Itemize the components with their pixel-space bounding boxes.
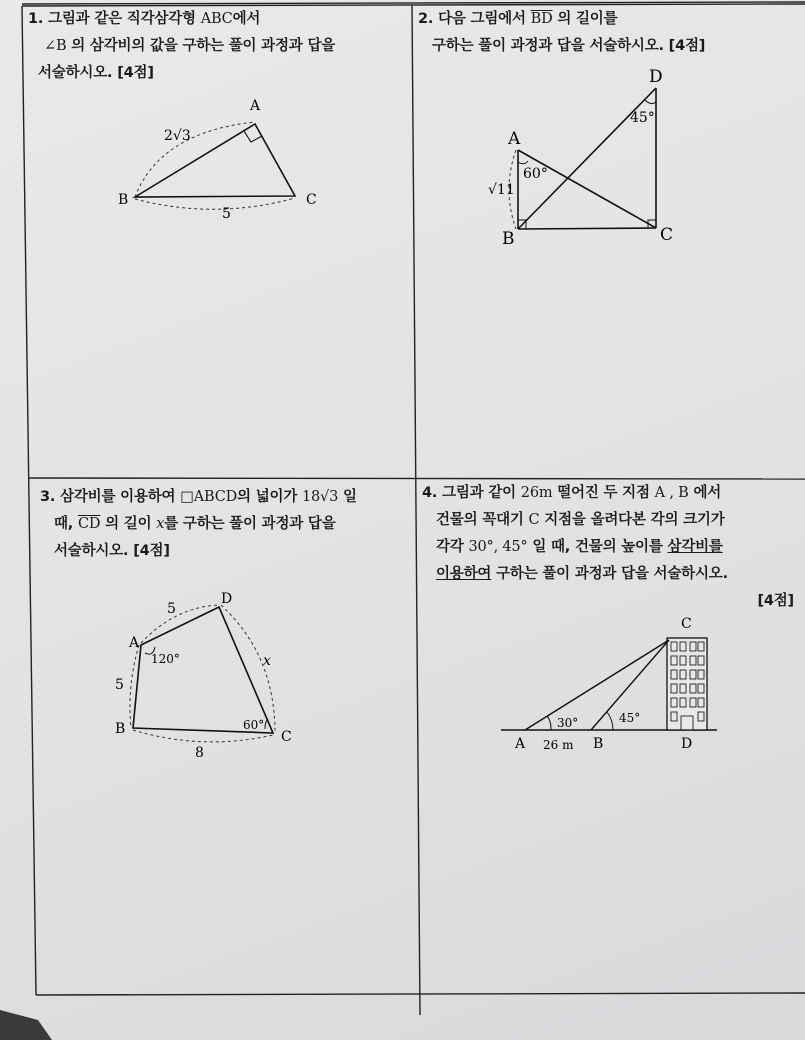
q4-line4-end: 구하는 풀이 과정과 답을 서술하시오. — [491, 566, 728, 582]
q4-angle-a-arc — [547, 716, 551, 730]
q4-building — [667, 638, 707, 730]
q3-segment-cd: $\overline{CD}$ — [77, 516, 101, 532]
question-3 — [40, 484, 415, 565]
q3-quadrilateral-shape — [133, 607, 273, 733]
q3-line1-mid: 의 넓이가 — [237, 489, 302, 505]
q4-points-ab: A , B — [654, 485, 689, 501]
q3-line2-pre: 때, — [54, 516, 78, 532]
question-4 — [422, 480, 800, 615]
q1-line2-text: 의 삼각비의 값을 구하는 풀이 과정과 답을 — [66, 38, 336, 54]
q3-arc-cd — [221, 605, 275, 733]
q1-triangle-name: ABC — [200, 11, 233, 27]
q1-arc-bc — [135, 198, 295, 209]
q4-angles: 30°, 45° — [468, 539, 528, 555]
q4-line1-mid: 떨어진 두 지점 — [552, 485, 655, 501]
q2-label-a: A — [508, 129, 521, 149]
q3-line3-text: 서술하시오. — [54, 543, 134, 559]
q2-line2-text: 구하는 풀이 과정과 답을 서술하시오. — [432, 38, 669, 54]
q4-label-c: C — [681, 616, 692, 632]
q3-label-b: B — [115, 721, 126, 737]
q4-line3-pre: 각각 — [436, 539, 469, 555]
q4-underline-1: 삼각비를 — [667, 539, 723, 555]
q4-points: [4점] — [757, 593, 794, 609]
q4-number: 4. — [422, 485, 438, 501]
q1-line1-text: 그림과 같은 직각삼각형 — [48, 11, 201, 27]
q3-label-cd: x — [263, 653, 271, 669]
q3-label-angle-c: 60° — [243, 718, 265, 732]
q4-underline-2: 이용하여 — [436, 566, 492, 582]
q1-number: 1. — [28, 11, 44, 27]
q3-variable-x: x — [156, 516, 165, 532]
q4-line1-text: 그림과 같이 — [442, 485, 521, 501]
q3-figure — [105, 585, 305, 765]
q4-label-angle-b: 45° — [619, 711, 641, 725]
q1-line3-text: 서술하시오. — [38, 65, 118, 81]
q2-number: 2. — [418, 11, 434, 27]
grid-center-horizontal — [28, 478, 805, 479]
q4-label-a: A — [515, 736, 526, 752]
q4-label-d: D — [681, 736, 693, 752]
q4-distance: 26m — [520, 485, 553, 501]
q2-label-angle-a: 60° — [523, 166, 548, 182]
q4-label-b: B — [593, 736, 604, 752]
q3-label-ab: 5 — [115, 677, 124, 693]
q3-label-c: C — [281, 729, 292, 745]
q1-angle-b: ∠B — [44, 38, 67, 54]
q2-label-angle-d: 45° — [630, 110, 655, 126]
q2-segment-bc — [518, 228, 656, 229]
q4-line2-end: 지점을 올려다본 각의 크기가 — [539, 512, 725, 528]
q2-points: [4점] — [668, 38, 706, 54]
q1-line1-end: 에서 — [232, 11, 261, 27]
q4-label-angle-a: 30° — [557, 716, 579, 730]
q3-label-bc: 8 — [195, 745, 204, 761]
q1-points: [4점] — [117, 65, 154, 81]
q4-line1-end: 에서 — [688, 485, 722, 501]
question-2 — [418, 6, 798, 60]
q2-angle-a-arc — [518, 161, 528, 164]
q1-label-c: C — [306, 192, 317, 208]
q3-label-a: A — [129, 635, 140, 651]
q1-label-bc: 5 — [222, 206, 231, 222]
q2-label-b: B — [502, 229, 515, 249]
q1-label-a: A — [250, 98, 261, 114]
q2-segment-bd: $\overline{BD}$ — [530, 11, 553, 27]
q1-figure — [110, 92, 330, 232]
q3-label-angle-a: 120° — [151, 652, 180, 666]
q4-angle-b-arc — [607, 712, 613, 730]
q3-line2-mid: 의 길이 — [100, 516, 157, 532]
q2-label-c: C — [660, 225, 674, 245]
q3-points: [4점] — [133, 543, 170, 559]
q1-label-b: B — [118, 192, 129, 208]
q4-line2-pre: 건물의 꼭대기 — [436, 512, 529, 528]
q2-figure — [480, 62, 690, 252]
q4-label-ab: 26 m — [543, 738, 574, 752]
q4-figure — [495, 610, 735, 760]
q2-label-ab: √11 — [488, 182, 515, 198]
q3-line2-end: 를 구하는 풀이 과정과 답을 — [164, 516, 336, 532]
q3-line1-end: 일 — [338, 489, 357, 505]
q2-label-d: D — [649, 67, 663, 87]
q1-label-ab: 2√3 — [164, 128, 191, 144]
q4-point-c: C — [528, 512, 540, 528]
q2-line1-end: 의 길이를 — [552, 11, 618, 27]
q2-line1-text: 다음 그림에서 — [438, 11, 531, 27]
q2-angle-d-arc — [645, 100, 656, 104]
q2-segment-ac — [518, 150, 656, 228]
q3-area-value: 18√3 — [301, 489, 339, 505]
q3-arc-ad — [141, 605, 219, 643]
q3-number: 3. — [40, 489, 56, 505]
q3-label-d: D — [221, 591, 233, 607]
grid-left-line — [22, 6, 36, 995]
question-1 — [28, 6, 408, 87]
q4-sight-line-a — [525, 640, 669, 730]
q4-line3-mid: 일 때, 건물의 높이를 — [527, 539, 668, 555]
q3-quadrilateral: □ABCD — [180, 489, 238, 505]
q3-line1-text: 삼각비를 이용하여 — [60, 489, 181, 505]
q3-label-ad: 5 — [167, 601, 176, 617]
